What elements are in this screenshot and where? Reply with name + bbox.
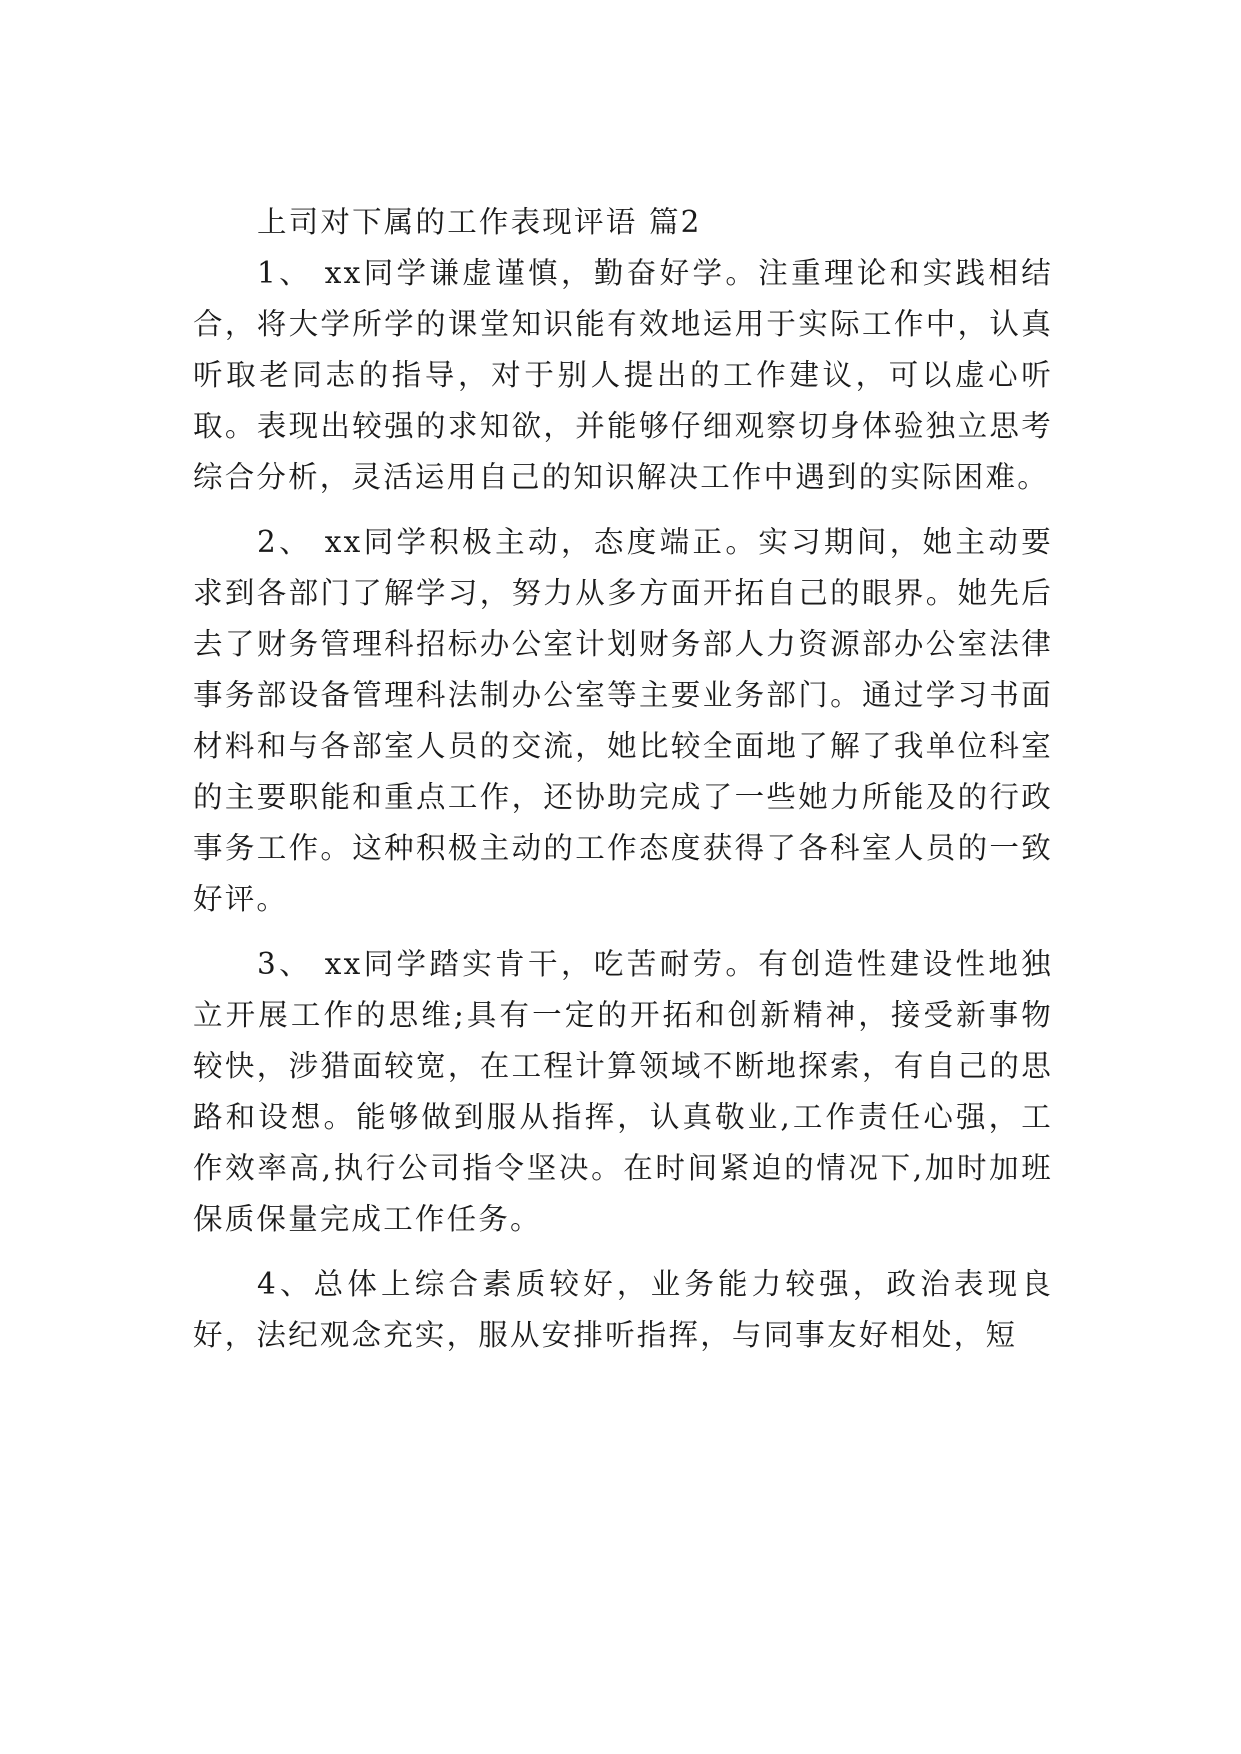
paragraph-2: 2、 xx同学积极主动，态度端正。实习期间，她主动要求到各部门了解学习，努力从多方面开拓自己的眼界。她先后去了财务管理科招标办公室计划财务部人力资源部办公室法律事务部设备管理科法制办公室等主要业务部门。通过学习书面材料和与各部室人员的交流，她比较全面地了解了我单位科室的主要职能和重点工作，还协助完成了一些她力所能及的行政事务工作。这种积极主动的工作态度获得了各科室人员的一致好评。 (193, 525, 1053, 916)
paragraph-1: 1、 xx同学谦虚谨慎，勤奋好学。注重理论和实践相结合，将大学所学的课堂知识能有效地运用于实际工作中，认真听取老同志的指导，对于别人提出的工作建议，可以虚心听取。表现出较强的求知欲，并能够仔细观察切身体验独立思考综合分析，灵活运用自己的知识解决工作中遇到的实际困难。 (193, 256, 1053, 494)
document-page (193, 197, 1053, 1375)
document-title: 上司对下属的工作表现评语 篇2 (257, 205, 702, 239)
paragraph-4: 4、总体上综合素质较好，业务能力较强，政治表现良好，法纪观念充实，服从安排听指挥，与同事友好相处，短 (193, 1267, 1053, 1352)
paragraph-3: 3、 xx同学踏实肯干，吃苦耐劳。有创造性建设性地独立开展工作的思维;具有一定的开拓和创新精神，接受新事物较快，涉猎面较宽，在工程计算领域不断地探索，有自己的思路和设想。能够做到服从指挥，认真敬业,工作责任心强，工作效率高,执行公司指令坚决。在时间紧迫的情况下,加时加班保质保量完成工作任务。 (193, 947, 1053, 1236)
